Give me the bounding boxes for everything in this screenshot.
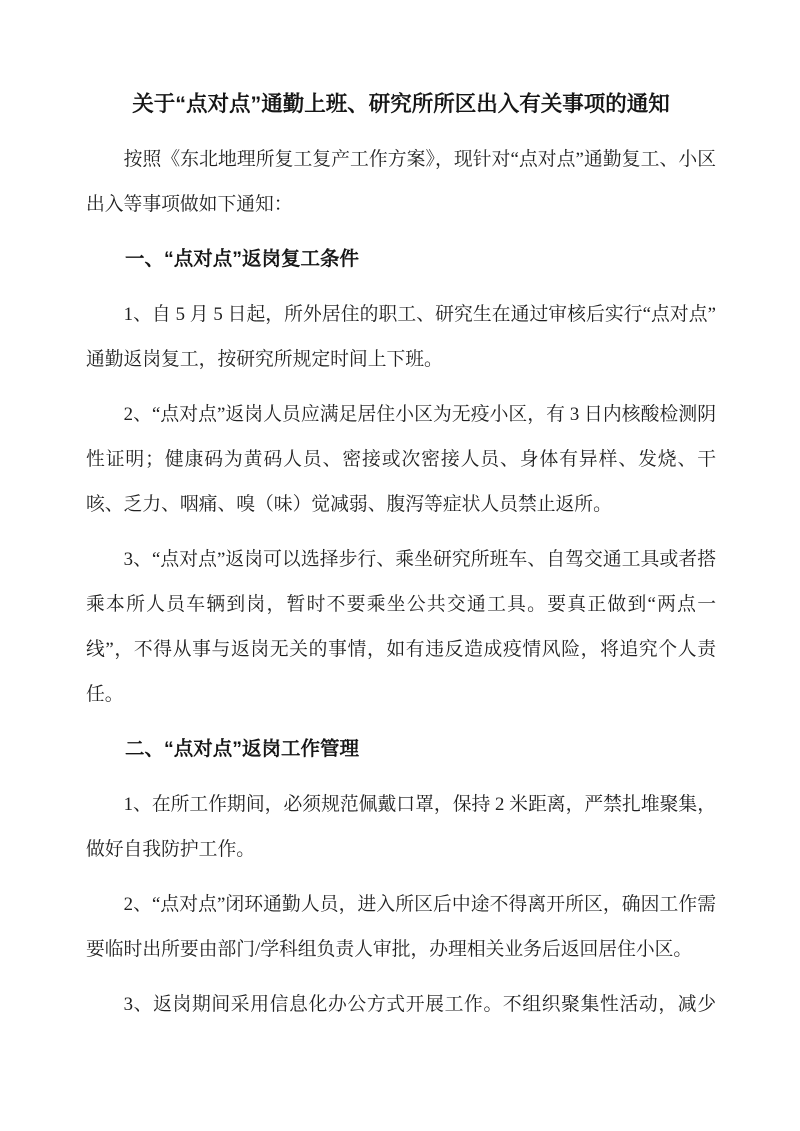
- section-2-heading: 二、“点对点”返岗工作管理: [125, 738, 360, 760]
- section-1-heading: 一、“点对点”返岗复工条件: [125, 248, 360, 270]
- section-1-paragraph-1: 1、自 5 月 5 日起，所外居住的职工、研究生在通过审核后实行“点对点”通勤返岗复工，按研究所规定时间上下班。: [86, 304, 716, 370]
- section-2-paragraph-3: 3、返岗期间采用信息化办公方式开展工作。不组织聚集性活动，减少: [123, 994, 716, 1015]
- document-title: 关于“点对点”通勤上班、研究所所区出入有关事项的通知: [132, 92, 670, 116]
- section-2-paragraph-2: 2、“点对点”闭环通勤人员，进入所区后中途不得离开所区，确因工作需要临时出所要由部门/学科组负责人审批，办理相关业务后返回居住小区。: [86, 894, 716, 960]
- section-2-paragraph-1: 1、在所工作期间，必须规范佩戴口罩，保持 2 米距离，严禁扎堆聚集，做好自我防护工作。: [86, 794, 716, 860]
- section-1-paragraph-2: 2、“点对点”返岗人员应满足居住小区为无疫小区，有 3 日内核酸检测阴性证明；健康码为黄码人员、密接或次密接人员、身体有异样、发烧、干咳、乏力、咽痛、嗅（味）觉减弱、腹泻等症状人员禁止返所。: [86, 404, 716, 515]
- section-1-paragraph-3: 3、“点对点”返岗可以选择步行、乘坐研究所班车、自驾交通工具或者搭乘本所人员车辆到岗，暂时不要乘坐公共交通工具。要真正做到“两点一线”，不得从事与返岗无关的事情，如有违反造成疫情风险，将追究个人责任。: [86, 549, 716, 705]
- intro-paragraph: 按照《东北地理所复工复产工作方案》，现针对“点对点”通勤复工、小区出入等事项做如下通知：: [86, 149, 716, 215]
